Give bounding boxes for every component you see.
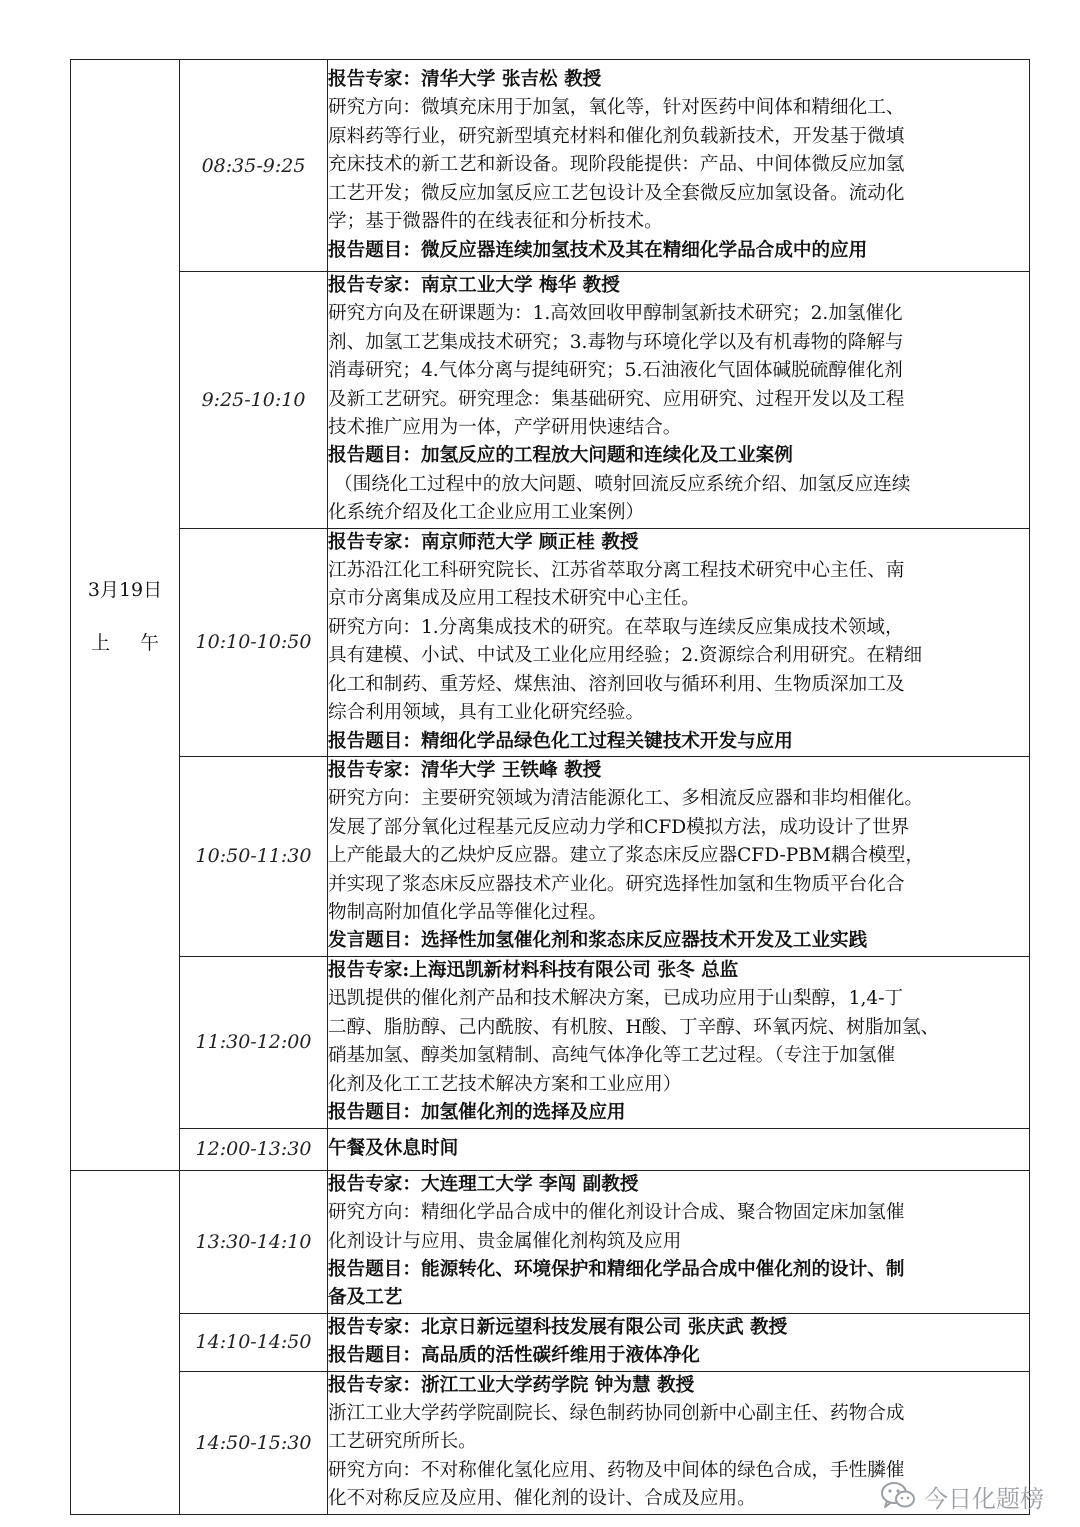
session-time: 9:25-10:10: [180, 272, 328, 529]
schedule-body: [71, 60, 1030, 1515]
session-time: 14:50-15:30: [180, 1371, 328, 1514]
day-label: 3月19日: [87, 578, 163, 601]
session-content: [328, 1313, 1030, 1371]
session-time: 10:10-10:50: [180, 528, 328, 756]
description-line: 剂、加氢工艺集成技术研究；3.毒物与环境化学以及有机毒物的降解与: [328, 331, 904, 353]
description-line: 京市分离集成及应用工程技术研究中心主任。: [328, 588, 700, 610]
session-content: [328, 956, 1030, 1128]
description-line: 化工和制药、重芳烃、煤焦油、溶剂回收与循环利用、生物质深加工及: [328, 673, 905, 695]
speaker-line: 报告专家:上海迅凯新材料科技有限公司 张冬 总监: [328, 960, 739, 982]
session-row: [71, 956, 1030, 1128]
topic-line: 备及工艺: [328, 1287, 403, 1309]
description-line: 消毒研究；4.气体分离与提纯研究；5.石油液化气固体碱脱硫醇催化剂: [328, 360, 903, 382]
description-line: 充床技术的新工艺和新设备。现阶段能提供：产品、中间体微反应加氢: [328, 154, 905, 176]
topic-line: 报告题目：精细化学品绿色化工过程关键技术开发与应用: [328, 730, 793, 752]
description-line: 上产能最大的乙炔炉反应器。建立了浆态床反应器CFD-PBM耦合模型，: [328, 845, 924, 867]
description-line: 工艺研究所所长。: [328, 1431, 477, 1453]
description-line: 原料药等行业，研究新型填充材料和催化剂负载新技术，开发基于微填: [328, 125, 905, 147]
speaker-line: 报告专家：清华大学 王铁峰 教授: [328, 759, 602, 781]
period-label: 上 午: [90, 631, 172, 654]
speaker-line: 报告专家：浙江工业大学药学院 钟为慧 教授: [328, 1374, 695, 1396]
description-line: 江苏沿江化工科研究院长、江苏省萃取分离工程技术研究中心主任、南: [328, 560, 905, 582]
session-time: 12:00-13:30: [180, 1128, 328, 1170]
description-line: 工艺开发；微反应加氢反应工艺包设计及全套微反应加氢设备。流动化: [328, 182, 905, 204]
description-line: 发展了部分氧化过程基元反应动力学和CFD模拟方法，成功设计了世界: [328, 816, 910, 838]
description-line: 研究方向：主要研究领域为清洁能源化工、多相流反应器和非均相催化。: [328, 788, 924, 810]
description-line: 研究方向：不对称催化氢化应用、药物及中间体的绿色合成，手性膦催: [328, 1459, 905, 1481]
session-time: 10:50-11:30: [180, 756, 328, 956]
session-row: [71, 528, 1030, 756]
description-line: 并实现了浆态床反应器技术产业化。研究选择性加氢和生物质平台化合: [328, 873, 905, 895]
session-row: [71, 1170, 1030, 1313]
day-cell-afternoon: [71, 1170, 180, 1514]
description-line: 及新工艺研究。研究理念：集基础研究、应用研究、过程开发以及工程: [328, 388, 905, 410]
topic-line: 报告题目：微反应器连续加氢技术及其在精细化学品合成中的应用: [328, 239, 868, 261]
speaker-line: 报告专家：北京日新远望科技发展有限公司 张庆武 教授: [328, 1316, 788, 1338]
description-line: 化剂及化工工艺技术解决方案和工业应用）: [328, 1073, 682, 1095]
description-line: 研究方向及在研课题为：1.高效回收甲醇制氢新技术研究；2.加氢催化: [328, 303, 903, 325]
description-line: 化剂设计与应用、贵金属催化剂构筑及应用: [328, 1230, 682, 1252]
session-row: [71, 60, 1030, 272]
session-content: [328, 1128, 1030, 1170]
session-time: 13:30-14:10: [180, 1170, 328, 1313]
description-line: 物制高附加值化学品等催化过程。: [328, 901, 607, 923]
description-line: 二醇、脂肪醇、己内酰胺、有机胺、H酸、丁辛醇、环氧丙烷、树脂加氢、: [328, 1016, 940, 1038]
session-content: [328, 528, 1030, 756]
speaker-line: 报告专家：大连理工大学 李闯 副教授: [328, 1173, 639, 1195]
speaker-line: 报告专家：南京师范大学 顾正桂 教授: [328, 531, 639, 553]
watermark: [880, 1476, 1044, 1516]
session-time: 11:30-12:00: [180, 956, 328, 1128]
description-line: 具有建模、小试、中试及工业化应用经验；2.资源综合利用研究。在精细: [328, 645, 923, 667]
session-time: 08:35-9:25: [180, 60, 328, 272]
session-row: [71, 1128, 1030, 1170]
wechat-icon: [880, 1480, 916, 1512]
description-line: 浙江工业大学药学院副院长、绿色制药协同创新中心副主任、药物合成: [328, 1403, 905, 1424]
session-row: [71, 1313, 1030, 1371]
session-time: 14:10-14:50: [180, 1313, 328, 1371]
session-content: [328, 60, 1030, 272]
description-line: 研究方向：1.分离集成技术的研究。在萃取与连续反应集成技术领域，: [328, 616, 904, 638]
topic-line: 发言题目：选择性加氢催化剂和浆态床反应器技术开发及工业实践: [328, 930, 868, 952]
description-line: 综合利用领域，具有工业化研究经验。: [328, 702, 645, 724]
session-row: [71, 756, 1030, 956]
session-content: [328, 1170, 1030, 1313]
watermark-text: 今日化题榜: [924, 1484, 1044, 1513]
break-line: 午餐及休息时间: [328, 1138, 459, 1160]
speaker-line: 报告专家：清华大学 张吉松 教授: [328, 69, 602, 91]
session-content: [328, 756, 1030, 956]
note-line: 化系统介绍及化工企业应用工业案例）: [328, 502, 645, 524]
session-content: [328, 272, 1030, 529]
description-line: 迅凯提供的催化剂产品和技术解决方案，已成功应用于山梨醇，1,4-丁: [328, 988, 904, 1010]
topic-line: 报告题目：加氢催化剂的选择及应用: [328, 1102, 626, 1124]
description-line: 化不对称反应及应用、催化剂的设计、合成及应用。: [328, 1488, 756, 1510]
topic-line: 报告题目：能源转化、环境保护和精细化学品合成中催化剂的设计、制: [328, 1258, 905, 1280]
session-row: [71, 272, 1030, 529]
day-cell-morning: [71, 60, 180, 1171]
topic-line: 报告题目：加氢反应的工程放大问题和连续化及工业案例: [328, 445, 793, 467]
topic-line: 报告题目：高品质的活性碳纤维用于液体净化: [328, 1345, 700, 1367]
speaker-line: 报告专家：南京工业大学 梅华 教授: [328, 275, 620, 296]
schedule-table: [70, 59, 1030, 1515]
description-line: 学；基于微器件的在线表征和分析技术。: [328, 211, 663, 233]
description-line: 硝基加氢、醇类加氢精制、高纯气体净化等工艺过程。（专注于加氢催: [328, 1045, 896, 1067]
note-line: （围绕化工过程中的放大问题、喷射回流反应系统介绍、加氢反应连续: [334, 473, 911, 495]
description-line: 技术推广应用为一体，产学研用快速结合。: [328, 417, 682, 439]
description-line: 研究方向：精细化学品合成中的催化剂设计合成、聚合物固定床加氢催: [328, 1202, 905, 1224]
description-line: 研究方向：微填充床用于加氢，氧化等，针对医药中间体和精细化工、: [328, 97, 905, 119]
